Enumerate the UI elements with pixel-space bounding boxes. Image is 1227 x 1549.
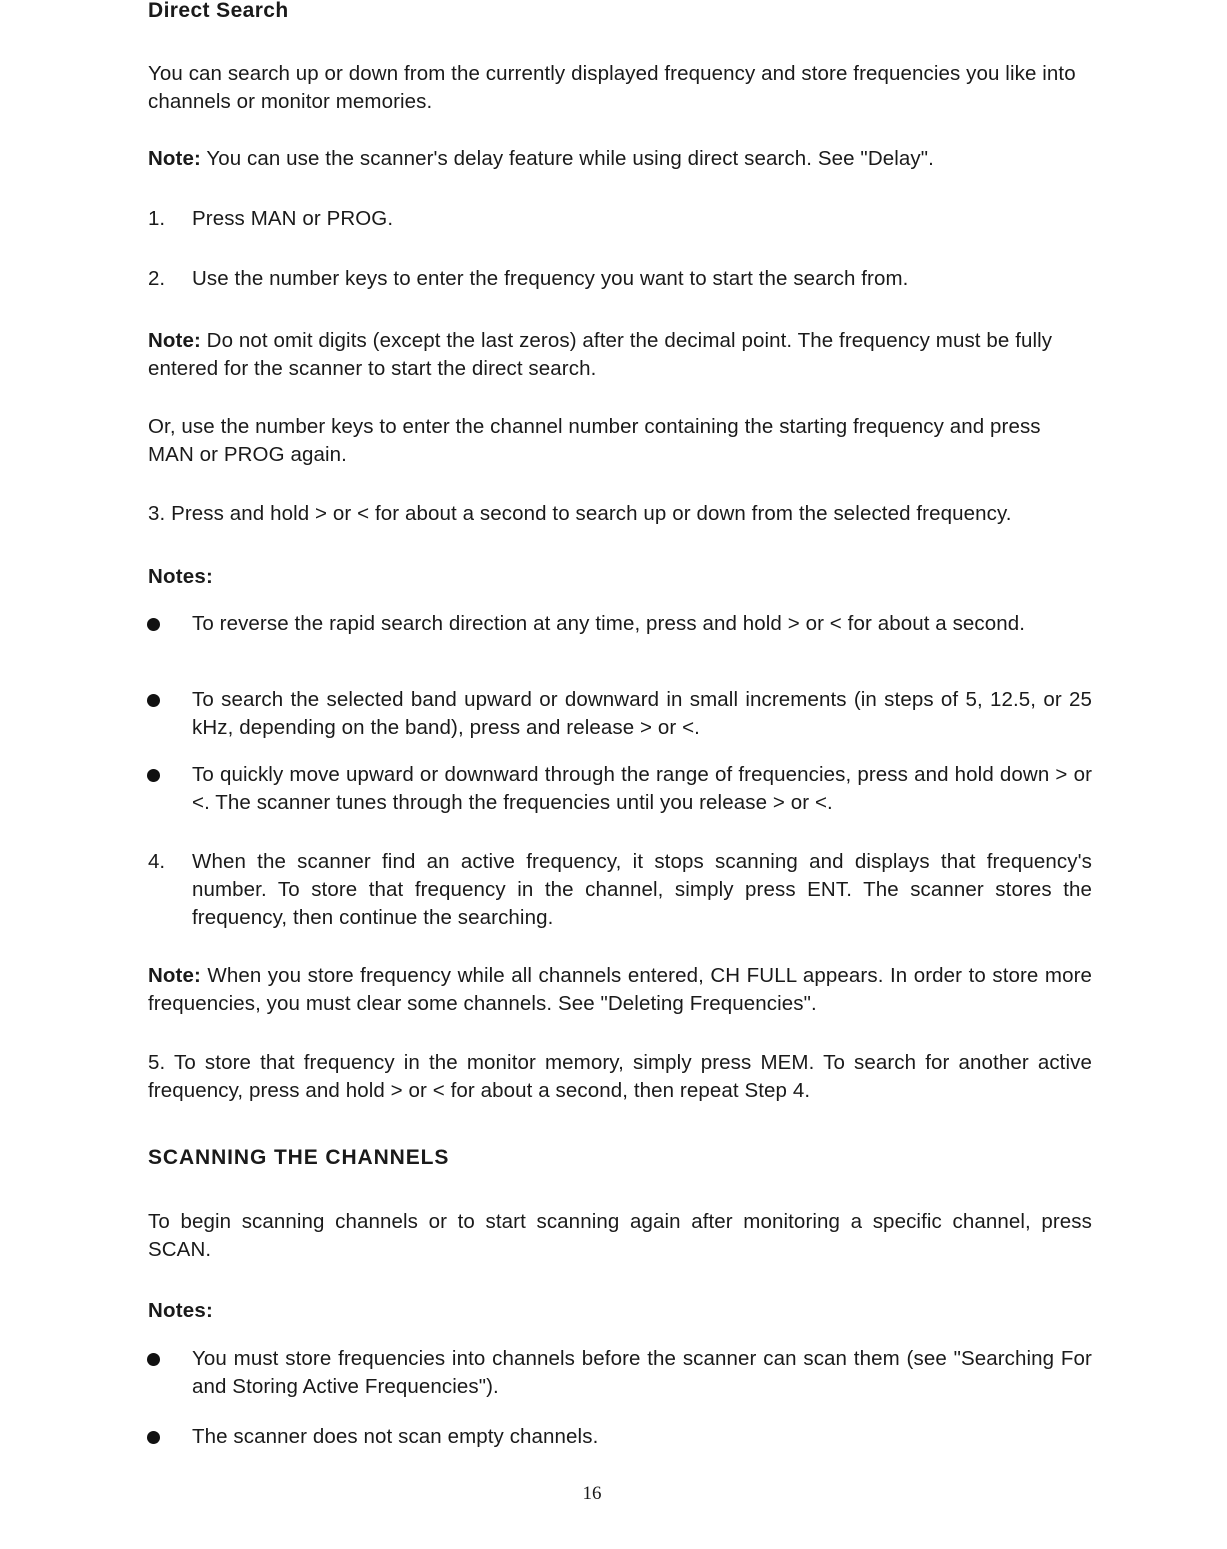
list-item: To search the selected band upward or downward in small increments (in steps of 5, 12.5, or 25 kHz, depending on the band), press and release > or <.	[192, 688, 1092, 739]
scanning-intro: To begin scanning channels or to start scanning again after monitoring a specific channel, press SCAN.	[148, 1210, 1092, 1261]
list-item: You must store frequencies into channels before the scanner can scan them (see "Searching For and Storing Active Frequencies").	[192, 1347, 1092, 1398]
note-text: You can use the scanner's delay feature while using direct search. See "Delay".	[200, 147, 934, 170]
list-item: The scanner does not scan empty channels.	[192, 1425, 599, 1448]
bullet-icon	[147, 1353, 160, 1366]
note-label: Note:	[148, 329, 201, 352]
intro-paragraph: You can search up or down from the currently displayed frequency and store frequencies you like into channels or monitor memories.	[148, 62, 1076, 113]
step-text: Use the number keys to enter the frequency you want to start the search from.	[192, 267, 909, 290]
note-text: When you store frequency while all channels entered, CH FULL appears. In order to store more frequencies, you must clear some channels. See "Deleting Frequencies".	[148, 964, 1092, 1015]
notes-label: Notes:	[148, 565, 213, 588]
bullet-icon	[147, 694, 160, 707]
notes-label: Notes:	[148, 1299, 213, 1322]
step-text: Press MAN or PROG.	[192, 207, 394, 230]
note-text: Do not omit digits (except the last zeros) after the decimal point. The frequency must be fully entered for the scanner to start the direct search.	[148, 329, 1053, 380]
note-delay	[148, 145, 1092, 173]
page-number: 16	[582, 1483, 602, 1504]
step-3-paragraph: 3. Press and hold > or < for about a second to search up or down from the selected frequency.	[148, 502, 1012, 525]
step-5-paragraph: 5. To store that frequency in the monitor memory, simply press MEM. To search for another active frequency, press and hold > or < for about a second, then repeat Step 4.	[148, 1051, 1092, 1102]
or-paragraph: Or, use the number keys to enter the channel number containing the starting frequency and press MAN or PROG again.	[148, 415, 1041, 466]
note-label: Note:	[148, 964, 201, 987]
step-number: 1.	[148, 207, 166, 230]
note-label: Note:	[148, 147, 201, 170]
step-number: 4.	[148, 850, 166, 873]
section-heading-direct-search: Direct Search	[148, 0, 289, 22]
note-ch-full	[148, 962, 1092, 1018]
step-text: When the scanner find an active frequency, it stops scanning and displays that frequency's number. To store that frequency in the channel, simply press ENT. The scanner stores the frequency, then continue the searching.	[192, 850, 1092, 929]
section-heading-scanning: SCANNING THE CHANNELS	[148, 1146, 450, 1169]
bullet-icon	[147, 769, 160, 782]
list-item: To reverse the rapid search direction at any time, press and hold > or < for about a second.	[192, 612, 1026, 635]
bullet-icon	[147, 618, 160, 631]
list-item: To quickly move upward or downward through the range of frequencies, press and hold down > or <. The scanner tunes through the frequencies until you release > or <.	[192, 763, 1092, 814]
step-number: 2.	[148, 267, 166, 290]
bullet-icon	[147, 1431, 160, 1444]
note-digits	[148, 327, 1092, 383]
